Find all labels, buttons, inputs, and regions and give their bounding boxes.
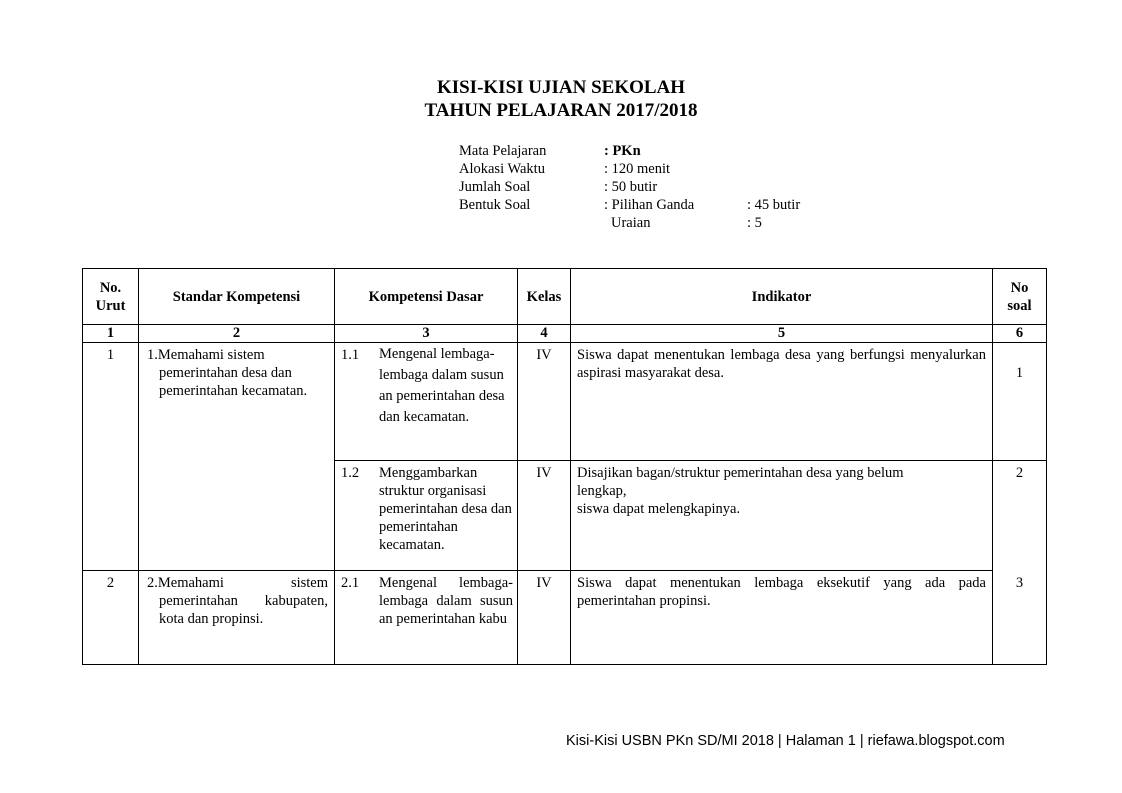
header-kelas: Kelas — [517, 268, 571, 325]
row-1-indikator: Siswa dapat menentukan lembaga desa yang berfungsi menyalurkan aspirasi masyarakat desa. — [570, 342, 993, 461]
document-subtitle: TAHUN PELAJARAN 2017/2018 — [424, 100, 698, 121]
no-soal-merged — [992, 460, 1047, 665]
info-value-form: : Pilihan Ganda — [604, 197, 695, 213]
row-3-standar-kompetensi — [138, 570, 335, 665]
row-1-kompetensi-dasar — [334, 342, 518, 461]
header-kompetensi-dasar: Kompetensi Dasar — [334, 268, 518, 325]
page-footer: Kisi-Kisi USBN PKn SD/MI 2018 | Halaman 1 | riefawa.blogspot.com — [566, 733, 1005, 749]
column-number-5: 5 — [570, 324, 993, 343]
info-value-count: : 50 butir — [604, 179, 658, 195]
kd-number: 2.1 — [341, 575, 360, 591]
row-3-no-soal: 3 — [1015, 575, 1024, 591]
column-number-1: 1 — [82, 324, 139, 343]
row-1-no: 1 — [82, 342, 139, 571]
kd-number: 1.1 — [341, 347, 360, 363]
info-value-subject: : PKn — [604, 143, 641, 159]
indikator-line-2: siswa dapat melengkapinya. — [577, 501, 741, 517]
row-3-kompetensi-dasar — [334, 570, 518, 665]
kd-text: Mengenal lembaga-lembaga dalam susun an pemerintahan desa dan kecamatan. — [379, 346, 505, 425]
row-2-no-soal: 2 — [1015, 465, 1024, 481]
header-indikator: Indikator — [570, 268, 993, 325]
column-number-2: 2 — [138, 324, 335, 343]
column-number-6: 6 — [992, 324, 1047, 343]
info-label-count: Jumlah Soal — [459, 179, 531, 195]
column-number-3: 3 — [334, 324, 518, 343]
sk-text: 2.Memahami sistem pemerintahan kabupaten, kota dan propinsi. — [147, 575, 328, 627]
header-standar-kompetensi: Standar Kompetensi — [138, 268, 335, 325]
kd-number: 1.2 — [341, 465, 360, 481]
info-label-form: Bentuk Soal — [459, 197, 531, 213]
document-title: KISI-KISI UJIAN SEKOLAH — [436, 77, 686, 98]
row-1-kelas: IV — [517, 342, 571, 461]
sk-text: 1.Memahami sistem pemerintahan desa dan pemerintahan kecamatan. — [147, 347, 308, 399]
row-2-indikator — [570, 460, 993, 571]
column-number-4: 4 — [517, 324, 571, 343]
kd-text: Menggambarkan struktur organisasi pemerintahan desa dan pemerintahan kecamatan. — [379, 465, 512, 553]
kd-text: Mengenal lembaga-lembaga dalam susun an pemerintahan kabu — [379, 575, 513, 627]
row-1-no-soal: 1 — [992, 342, 1047, 461]
row-3-no: 2 — [82, 570, 139, 665]
header-no-soal: No soal — [992, 268, 1047, 325]
row-3-indikator: Siswa dapat menentukan lembaga eksekutif yang ada pada pemerintahan propinsi. — [570, 570, 993, 665]
row-1-standar-kompetensi — [138, 342, 335, 571]
header-no-urut: No. Urut — [82, 268, 139, 325]
info-value-form2-count: : 5 — [747, 215, 762, 231]
info-value-time: : 120 menit — [604, 161, 671, 177]
info-label-subject: Mata Pelajaran — [459, 143, 547, 159]
info-value-form-count: : 45 butir — [747, 197, 801, 213]
indikator-line-1: Disajikan bagan/struktur pemerintahan desa yang belum lengkap, — [577, 465, 904, 499]
info-value-form2: Uraian — [611, 215, 651, 231]
row-2-kompetensi-dasar — [334, 460, 518, 571]
row-3-kelas: IV — [517, 570, 571, 665]
row-2-kelas: IV — [517, 460, 571, 571]
info-label-time: Alokasi Waktu — [459, 161, 545, 177]
